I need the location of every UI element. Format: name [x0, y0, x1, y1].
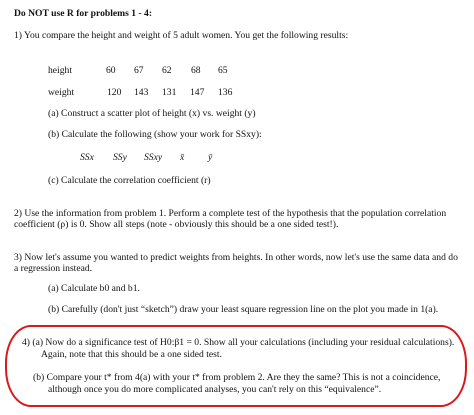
problem-1b: (b) Calculate the following (show your work for SSxy): — [48, 129, 262, 140]
problem-1-intro: 1) You compare the height and weight of 5 adult women. You get the following results: — [14, 30, 349, 41]
problem-3b: (b) Carefully (don't just “sketch”) draw your least square regression line on the plot you made in 1(a). — [48, 304, 439, 315]
height-value: 68 — [191, 65, 201, 76]
weight-value: 120 — [107, 87, 122, 98]
problem-4a-line-1: 4) (a) Now do a significance test of H0:β1 = 0. Show all your calculations (including your residual calculations). — [22, 337, 455, 348]
page-header: Do NOT use R for problems 1 - 4: — [14, 8, 153, 19]
row-label-height: height — [48, 65, 72, 76]
height-value: 62 — [162, 65, 172, 76]
problem-4b-line-2: although once you do more complicated analyses, you can't rely on this “equivalence”. — [48, 384, 382, 395]
weight-value: 143 — [134, 87, 149, 98]
ss-y: SSy — [113, 152, 127, 163]
ss-x: SSx — [80, 152, 94, 163]
problem-4b-line-1: (b) Compare your t* from 4(a) with your t* from problem 2. Are they the same? This is not a coincidence, — [33, 372, 441, 383]
weight-value: 147 — [190, 87, 205, 98]
problem-3a: (a) Calculate b0 and b1. — [48, 283, 140, 294]
height-value: 67 — [134, 65, 144, 76]
ss-xy: SSxy — [144, 152, 163, 163]
height-value: 60 — [106, 65, 116, 76]
problem-1c: (c) Calculate the correlation coefficient (r) — [48, 175, 211, 186]
x-bar: x̄ — [180, 152, 185, 163]
height-value: 65 — [218, 65, 228, 76]
problem-1a: (a) Construct a scatter plot of height (x) vs. weight (y) — [48, 108, 256, 119]
problem-2: 2) Use the information from problem 1. Perform a complete test of the hypothesis that the population correlation coefficient (ρ) is 0. Show all steps (note - obviously this should be a one sided test!). — [14, 208, 447, 231]
weight-value: 136 — [218, 87, 233, 98]
row-label-weight: weight — [48, 87, 75, 98]
problem-4a-line-2: Again, note that this should be a one sided test. — [41, 349, 222, 360]
weight-value: 131 — [162, 87, 177, 98]
problem-3: 3) Now let's assume you wanted to predict weights from heights. In other words, now let's use the same data and do a regression instead. — [14, 252, 458, 275]
y-bar: ȳ — [208, 152, 213, 163]
